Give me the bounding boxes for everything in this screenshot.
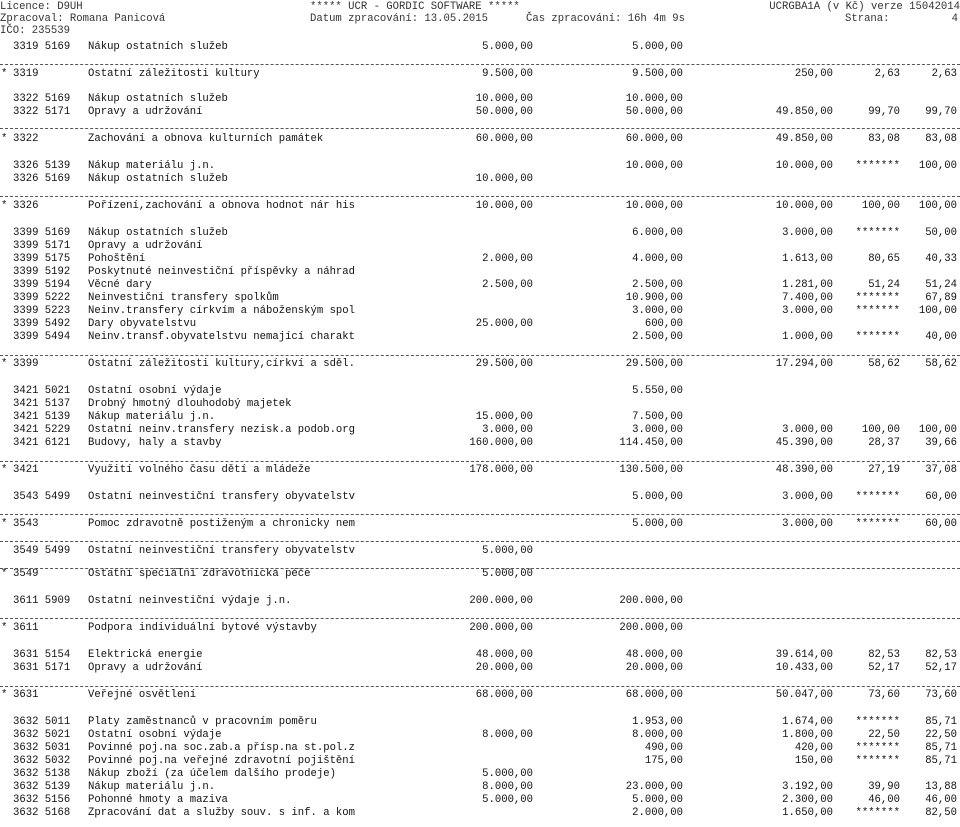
row-text: Ostatní záležitosti kultury — [88, 68, 260, 80]
actual-spending: 150,00 — [794, 755, 833, 767]
row-text: Pořízení,zachování a obnova hodnot nár his — [88, 200, 356, 212]
adjusted-budget: 490,00 — [644, 742, 683, 754]
percent-adjusted: 100,00 — [918, 305, 957, 317]
row-text: Ostatní neinvestiční výdaje j.n. — [88, 595, 292, 607]
approved-budget: 10.000,00 — [475, 93, 533, 105]
actual-spending: 50.047,00 — [775, 689, 833, 701]
adjusted-budget: 10.000,00 — [625, 93, 683, 105]
row-code: 3399 5492 — [13, 318, 71, 330]
adjusted-budget: 2.500,00 — [632, 331, 683, 343]
row-text: Zachování a obnova kulturních památek — [88, 133, 324, 145]
approved-budget: 5.000,00 — [482, 41, 533, 53]
table-row — [0, 41, 960, 54]
percent-approved: 2,63 — [874, 68, 900, 80]
percent-adjusted: 13,88 — [925, 781, 957, 793]
processing-time: Čas zpracování: 16h 4m 9s — [526, 13, 685, 25]
table-row — [0, 424, 960, 437]
dashed-separator — [0, 128, 960, 129]
adjusted-budget: 600,00 — [644, 318, 683, 330]
processing-date: Datum zpracování: 13.05.2015 — [310, 13, 489, 25]
row-text: Věcné dary — [88, 279, 152, 291]
approved-budget: 50.000,00 — [475, 106, 533, 118]
percent-approved: ******* — [855, 331, 900, 343]
row-code: 3632 5139 — [13, 781, 71, 793]
adjusted-budget: 7.500,00 — [632, 411, 683, 423]
system-title: ***** UCR - GORDIC SOFTWARE ***** — [310, 1, 520, 13]
actual-spending: 7.400,00 — [782, 292, 833, 304]
percent-adjusted: 50,00 — [925, 227, 957, 239]
row-code: 3326 — [13, 200, 39, 212]
percent-adjusted: 52,17 — [925, 662, 957, 674]
row-text: Nákup ostatních služeb — [88, 173, 228, 185]
percent-approved: 46,00 — [868, 794, 900, 806]
row-text: Opravy a udržování — [88, 662, 203, 674]
row-text: Neinvestiční transfery spolkům — [88, 292, 279, 304]
row-code: 3632 5031 — [13, 742, 71, 754]
row-text: Pomoc zdravotně postiženým a chronicky nem — [88, 518, 356, 530]
adjusted-budget: 23.000,00 — [625, 781, 683, 793]
row-code: 3632 5156 — [13, 794, 71, 806]
percent-approved: ******* — [855, 742, 900, 754]
dashed-separator — [0, 514, 960, 515]
adjusted-budget: 130.500,00 — [619, 464, 683, 476]
percent-approved: 39,90 — [868, 781, 900, 793]
percent-approved: ******* — [855, 491, 900, 503]
row-code: 3632 5011 — [13, 716, 71, 728]
actual-spending: 3.000,00 — [782, 305, 833, 317]
percent-approved: 58,62 — [868, 358, 900, 370]
percent-adjusted: 99,70 — [925, 106, 957, 118]
percent-approved: 73,60 — [868, 689, 900, 701]
percent-adjusted: 100,00 — [918, 200, 957, 212]
adjusted-budget: 4.000,00 — [632, 253, 683, 265]
percent-adjusted: 82,50 — [925, 807, 957, 819]
table-row — [0, 292, 960, 305]
table-row — [0, 545, 960, 558]
row-code: 3611 — [13, 622, 39, 634]
row-code: 3632 5032 — [13, 755, 71, 767]
row-text: Zpracování dat a služby souv. s inf. a kom — [88, 807, 356, 819]
dashed-separator — [0, 355, 960, 356]
dashed-separator — [0, 461, 960, 462]
actual-spending: 1.800,00 — [782, 729, 833, 741]
subtotal-row — [0, 464, 960, 477]
subtotal-marker: * — [1, 464, 8, 476]
row-code: 3632 5138 — [13, 768, 71, 780]
row-code: 3399 5171 — [13, 240, 71, 252]
table-row — [0, 807, 960, 820]
subtotal-marker: * — [1, 568, 8, 580]
table-row — [0, 437, 960, 450]
row-code: 3421 5137 — [13, 398, 71, 410]
row-text: Ostatní neinvestiční transfery obyvatelstv — [88, 491, 356, 503]
adjusted-budget: 2.000,00 — [632, 807, 683, 819]
subtotal-row — [0, 133, 960, 146]
adjusted-budget: 175,00 — [644, 755, 683, 767]
dashed-separator — [0, 686, 960, 687]
percent-adjusted: 46,00 — [925, 794, 957, 806]
row-text: Poskytnuté neinvestiční příspěvky a náhrad — [88, 266, 356, 278]
row-code: 3399 5494 — [13, 331, 71, 343]
approved-budget: 8.000,00 — [482, 781, 533, 793]
row-text: Nákup ostatních služeb — [88, 41, 228, 53]
percent-approved: 51,24 — [868, 279, 900, 291]
actual-spending: 49.850,00 — [775, 133, 833, 145]
adjusted-budget: 10.900,00 — [625, 292, 683, 304]
row-text: Opravy a udržování — [88, 240, 203, 252]
actual-spending: 45.390,00 — [775, 437, 833, 449]
percent-adjusted: 73,60 — [925, 689, 957, 701]
row-code: 3399 5169 — [13, 227, 71, 239]
subtotal-row — [0, 622, 960, 635]
row-code: 3399 5222 — [13, 292, 71, 304]
percent-adjusted: 100,00 — [918, 424, 957, 436]
percent-adjusted: 85,71 — [925, 755, 957, 767]
approved-budget: 9.500,00 — [482, 68, 533, 80]
table-row — [0, 595, 960, 608]
row-code: 3549 — [13, 568, 39, 580]
row-text: Povinné poj.na veřejné zdravotní pojištění — [88, 755, 356, 767]
table-row — [0, 755, 960, 768]
subtotal-row — [0, 518, 960, 531]
approved-budget: 2.000,00 — [482, 253, 533, 265]
report-code: UCRGBA1A (v Kč) verze 15042014 — [769, 1, 960, 13]
approved-budget: 48.000,00 — [475, 649, 533, 661]
percent-adjusted: 51,24 — [925, 279, 957, 291]
adjusted-budget: 114.450,00 — [619, 437, 683, 449]
subtotal-marker: * — [1, 133, 8, 145]
percent-adjusted: 40,33 — [925, 253, 957, 265]
percent-approved: 22,50 — [868, 729, 900, 741]
approved-budget: 5.000,00 — [482, 794, 533, 806]
adjusted-budget: 3.000,00 — [632, 424, 683, 436]
row-text: Ostatní speciální zdravotnická péče — [88, 568, 311, 580]
approved-budget: 5.000,00 — [482, 568, 533, 580]
percent-adjusted: 85,71 — [925, 716, 957, 728]
row-code: 3322 5171 — [13, 106, 71, 118]
row-code: 3326 5139 — [13, 160, 71, 172]
percent-approved: 100,00 — [861, 200, 900, 212]
subtotal-row — [0, 200, 960, 213]
table-row — [0, 253, 960, 266]
approved-budget: 20.000,00 — [475, 662, 533, 674]
percent-approved: 83,08 — [868, 133, 900, 145]
row-text: Veřejné osvětlení — [88, 689, 197, 701]
dashed-separator — [0, 541, 960, 542]
table-row — [0, 794, 960, 807]
percent-adjusted: 58,62 — [925, 358, 957, 370]
subtotal-marker: * — [1, 200, 8, 212]
actual-spending: 10.433,00 — [775, 662, 833, 674]
dashed-separator — [0, 618, 960, 619]
row-code: 3319 5169 — [13, 41, 71, 53]
subtotal-marker: * — [1, 689, 8, 701]
table-row — [0, 398, 960, 411]
actual-spending: 3.000,00 — [782, 518, 833, 530]
row-text: Podpora individuální bytové výstavby — [88, 622, 317, 634]
table-row — [0, 93, 960, 106]
approved-budget: 200.000,00 — [469, 622, 533, 634]
approved-budget: 2.500,00 — [482, 279, 533, 291]
adjusted-budget: 29.500,00 — [625, 358, 683, 370]
row-text: Nákup zboží (za účelem dalšího prodeje) — [88, 768, 336, 780]
table-row — [0, 729, 960, 742]
row-code: 3631 5154 — [13, 649, 71, 661]
row-code: 3399 5194 — [13, 279, 71, 291]
page-label: Strana: — [845, 13, 890, 25]
percent-approved: 82,53 — [868, 649, 900, 661]
approved-budget: 68.000,00 — [475, 689, 533, 701]
ico: IČO: 235539 — [0, 25, 70, 37]
row-text: Ostatní neinv.transfery nezisk.a podob.org — [88, 424, 356, 436]
row-text: Pohonné hmoty a maziva — [88, 794, 228, 806]
percent-adjusted: 60,00 — [925, 518, 957, 530]
adjusted-budget: 5.550,00 — [632, 385, 683, 397]
row-text: Neinv.transfery církvím a náboženským spol — [88, 305, 356, 317]
percent-approved: ******* — [855, 518, 900, 530]
subtotal-marker: * — [1, 358, 8, 370]
percent-adjusted: 82,53 — [925, 649, 957, 661]
table-row — [0, 240, 960, 253]
row-text: Ostatní neinvestiční transfery obyvatelstv — [88, 545, 356, 557]
approved-budget: 5.000,00 — [482, 545, 533, 557]
row-text: Ostatní osobní výdaje — [88, 729, 222, 741]
adjusted-budget: 200.000,00 — [619, 595, 683, 607]
row-code: 3322 — [13, 133, 39, 145]
percent-adjusted: 40,00 — [925, 331, 957, 343]
row-code: 3319 — [13, 68, 39, 80]
row-code: 3421 6121 — [13, 437, 71, 449]
table-row — [0, 662, 960, 675]
actual-spending: 17.294,00 — [775, 358, 833, 370]
row-code: 3549 5499 — [13, 545, 71, 557]
approved-budget: 5.000,00 — [482, 768, 533, 780]
actual-spending: 3.000,00 — [782, 227, 833, 239]
adjusted-budget: 6.000,00 — [632, 227, 683, 239]
row-text: Elektrická energie — [88, 649, 203, 661]
adjusted-budget: 10.000,00 — [625, 160, 683, 172]
row-text: Ostatní záležitosti kultury,církví a sděl. — [88, 358, 356, 370]
adjusted-budget: 9.500,00 — [632, 68, 683, 80]
percent-adjusted: 39,66 — [925, 437, 957, 449]
row-text: Povinné poj.na soc.zab.a přísp.na st.pol.z — [88, 742, 356, 754]
approved-budget: 25.000,00 — [475, 318, 533, 330]
table-row — [0, 491, 960, 504]
adjusted-budget: 1.953,00 — [632, 716, 683, 728]
table-row — [0, 411, 960, 424]
adjusted-budget: 3.000,00 — [632, 305, 683, 317]
actual-spending: 3.000,00 — [782, 491, 833, 503]
percent-approved: ******* — [855, 305, 900, 317]
approved-budget: 3.000,00 — [482, 424, 533, 436]
approved-budget: 178.000,00 — [469, 464, 533, 476]
table-row — [0, 331, 960, 344]
row-code: 3631 — [13, 689, 39, 701]
percent-approved: 28,37 — [868, 437, 900, 449]
row-code: 3543 — [13, 518, 39, 530]
adjusted-budget: 5.000,00 — [632, 491, 683, 503]
row-text: Dary obyvatelstvu — [88, 318, 197, 330]
actual-spending: 250,00 — [794, 68, 833, 80]
subtotal-marker: * — [1, 518, 8, 530]
subtotal-row — [0, 68, 960, 81]
approved-budget: 10.000,00 — [475, 200, 533, 212]
row-code: 3399 5192 — [13, 266, 71, 278]
adjusted-budget: 5.000,00 — [632, 794, 683, 806]
approved-budget: 15.000,00 — [475, 411, 533, 423]
percent-approved: 52,17 — [868, 662, 900, 674]
actual-spending: 3.000,00 — [782, 424, 833, 436]
percent-approved: ******* — [855, 716, 900, 728]
row-text: Pohoštění — [88, 253, 146, 265]
actual-spending: 1.674,00 — [782, 716, 833, 728]
actual-spending: 48.390,00 — [775, 464, 833, 476]
table-row — [0, 768, 960, 781]
dashed-separator — [0, 64, 960, 65]
percent-approved: ******* — [855, 755, 900, 767]
percent-approved: ******* — [855, 292, 900, 304]
subtotal-row — [0, 358, 960, 371]
adjusted-budget: 5.000,00 — [632, 41, 683, 53]
row-code: 3631 5171 — [13, 662, 71, 674]
row-code: 3399 5223 — [13, 305, 71, 317]
percent-adjusted: 67,89 — [925, 292, 957, 304]
table-row — [0, 227, 960, 240]
row-code: 3632 5168 — [13, 807, 71, 819]
row-code: 3326 5169 — [13, 173, 71, 185]
table-row — [0, 318, 960, 331]
header-line-3 — [0, 25, 960, 38]
row-code: 3611 5909 — [13, 595, 71, 607]
actual-spending: 1.000,00 — [782, 331, 833, 343]
table-row — [0, 266, 960, 279]
subtotal-row — [0, 689, 960, 702]
approved-budget: 200.000,00 — [469, 595, 533, 607]
percent-adjusted: 60,00 — [925, 491, 957, 503]
table-row — [0, 106, 960, 119]
subtotal-marker: * — [1, 68, 8, 80]
percent-adjusted: 22,50 — [925, 729, 957, 741]
approved-budget: 60.000,00 — [475, 133, 533, 145]
percent-approved: 27,19 — [868, 464, 900, 476]
percent-approved: 100,00 — [861, 424, 900, 436]
row-text: Drobný hmotný dlouhodobý majetek — [88, 398, 292, 410]
percent-approved: ******* — [855, 227, 900, 239]
adjusted-budget: 68.000,00 — [625, 689, 683, 701]
row-text: Nákup ostatních služeb — [88, 227, 228, 239]
adjusted-budget: 8.000,00 — [632, 729, 683, 741]
actual-spending: 420,00 — [794, 742, 833, 754]
row-text: Opravy a udržování — [88, 106, 203, 118]
row-code: 3543 5499 — [13, 491, 71, 503]
row-text: Budovy, haly a stavby — [88, 437, 222, 449]
licence: Licence: D9UH — [0, 1, 83, 13]
percent-adjusted: 83,08 — [925, 133, 957, 145]
row-text: Ostatní osobní výdaje — [88, 385, 222, 397]
row-code: 3399 5175 — [13, 253, 71, 265]
approved-budget: 160.000,00 — [469, 437, 533, 449]
approved-budget: 29.500,00 — [475, 358, 533, 370]
table-row — [0, 305, 960, 318]
adjusted-budget: 20.000,00 — [625, 662, 683, 674]
dashed-separator — [0, 568, 960, 569]
actual-spending: 39.614,00 — [775, 649, 833, 661]
row-text: Nákup materiálu j.n. — [88, 781, 216, 793]
table-row — [0, 160, 960, 173]
actual-spending: 1.650,00 — [782, 807, 833, 819]
subtotal-marker: * — [1, 622, 8, 634]
percent-adjusted: 100,00 — [918, 160, 957, 172]
table-row — [0, 649, 960, 662]
row-text: Nákup materiálu j.n. — [88, 160, 216, 172]
row-text: Platy zaměstnanců v pracovním poměru — [88, 716, 317, 728]
actual-spending: 3.192,00 — [782, 781, 833, 793]
row-code: 3421 5021 — [13, 385, 71, 397]
row-code: 3421 5139 — [13, 411, 71, 423]
row-text: Neinv.transf.obyvatelstvu nemající charakt — [88, 331, 356, 343]
page-number: 4 — [951, 13, 958, 25]
actual-spending: 10.000,00 — [775, 200, 833, 212]
adjusted-budget: 60.000,00 — [625, 133, 683, 145]
approved-budget: 8.000,00 — [482, 729, 533, 741]
actual-spending: 2.300,00 — [782, 794, 833, 806]
table-row — [0, 385, 960, 398]
adjusted-budget: 48.000,00 — [625, 649, 683, 661]
percent-approved: 80,65 — [868, 253, 900, 265]
actual-spending: 1.281,00 — [782, 279, 833, 291]
table-row — [0, 716, 960, 729]
row-code: 3421 — [13, 464, 39, 476]
subtotal-row — [0, 568, 960, 581]
row-code: 3632 5021 — [13, 729, 71, 741]
row-code: 3322 5169 — [13, 93, 71, 105]
row-text: Využití volného času dětí a mládeže — [88, 464, 311, 476]
row-text: Nákup ostatních služeb — [88, 93, 228, 105]
approved-budget: 10.000,00 — [475, 173, 533, 185]
adjusted-budget: 10.000,00 — [625, 200, 683, 212]
adjusted-budget: 50.000,00 — [625, 106, 683, 118]
table-row — [0, 173, 960, 186]
dashed-separator — [0, 196, 960, 197]
percent-approved: ******* — [855, 807, 900, 819]
adjusted-budget: 200.000,00 — [619, 622, 683, 634]
actual-spending: 1.613,00 — [782, 253, 833, 265]
percent-approved: ******* — [855, 160, 900, 172]
percent-adjusted: 2,63 — [931, 68, 957, 80]
row-text: Nákup materiálu j.n. — [88, 411, 216, 423]
table-row — [0, 279, 960, 292]
processor: Zpracoval: Romana Panicová — [0, 13, 166, 25]
actual-spending: 10.000,00 — [775, 160, 833, 172]
table-row — [0, 742, 960, 755]
percent-adjusted: 37,08 — [925, 464, 957, 476]
adjusted-budget: 2.500,00 — [632, 279, 683, 291]
table-row — [0, 781, 960, 794]
percent-adjusted: 85,71 — [925, 742, 957, 754]
actual-spending: 49.850,00 — [775, 106, 833, 118]
adjusted-budget: 5.000,00 — [632, 518, 683, 530]
row-code: 3399 — [13, 358, 39, 370]
percent-approved: 99,70 — [868, 106, 900, 118]
row-code: 3421 5229 — [13, 424, 71, 436]
